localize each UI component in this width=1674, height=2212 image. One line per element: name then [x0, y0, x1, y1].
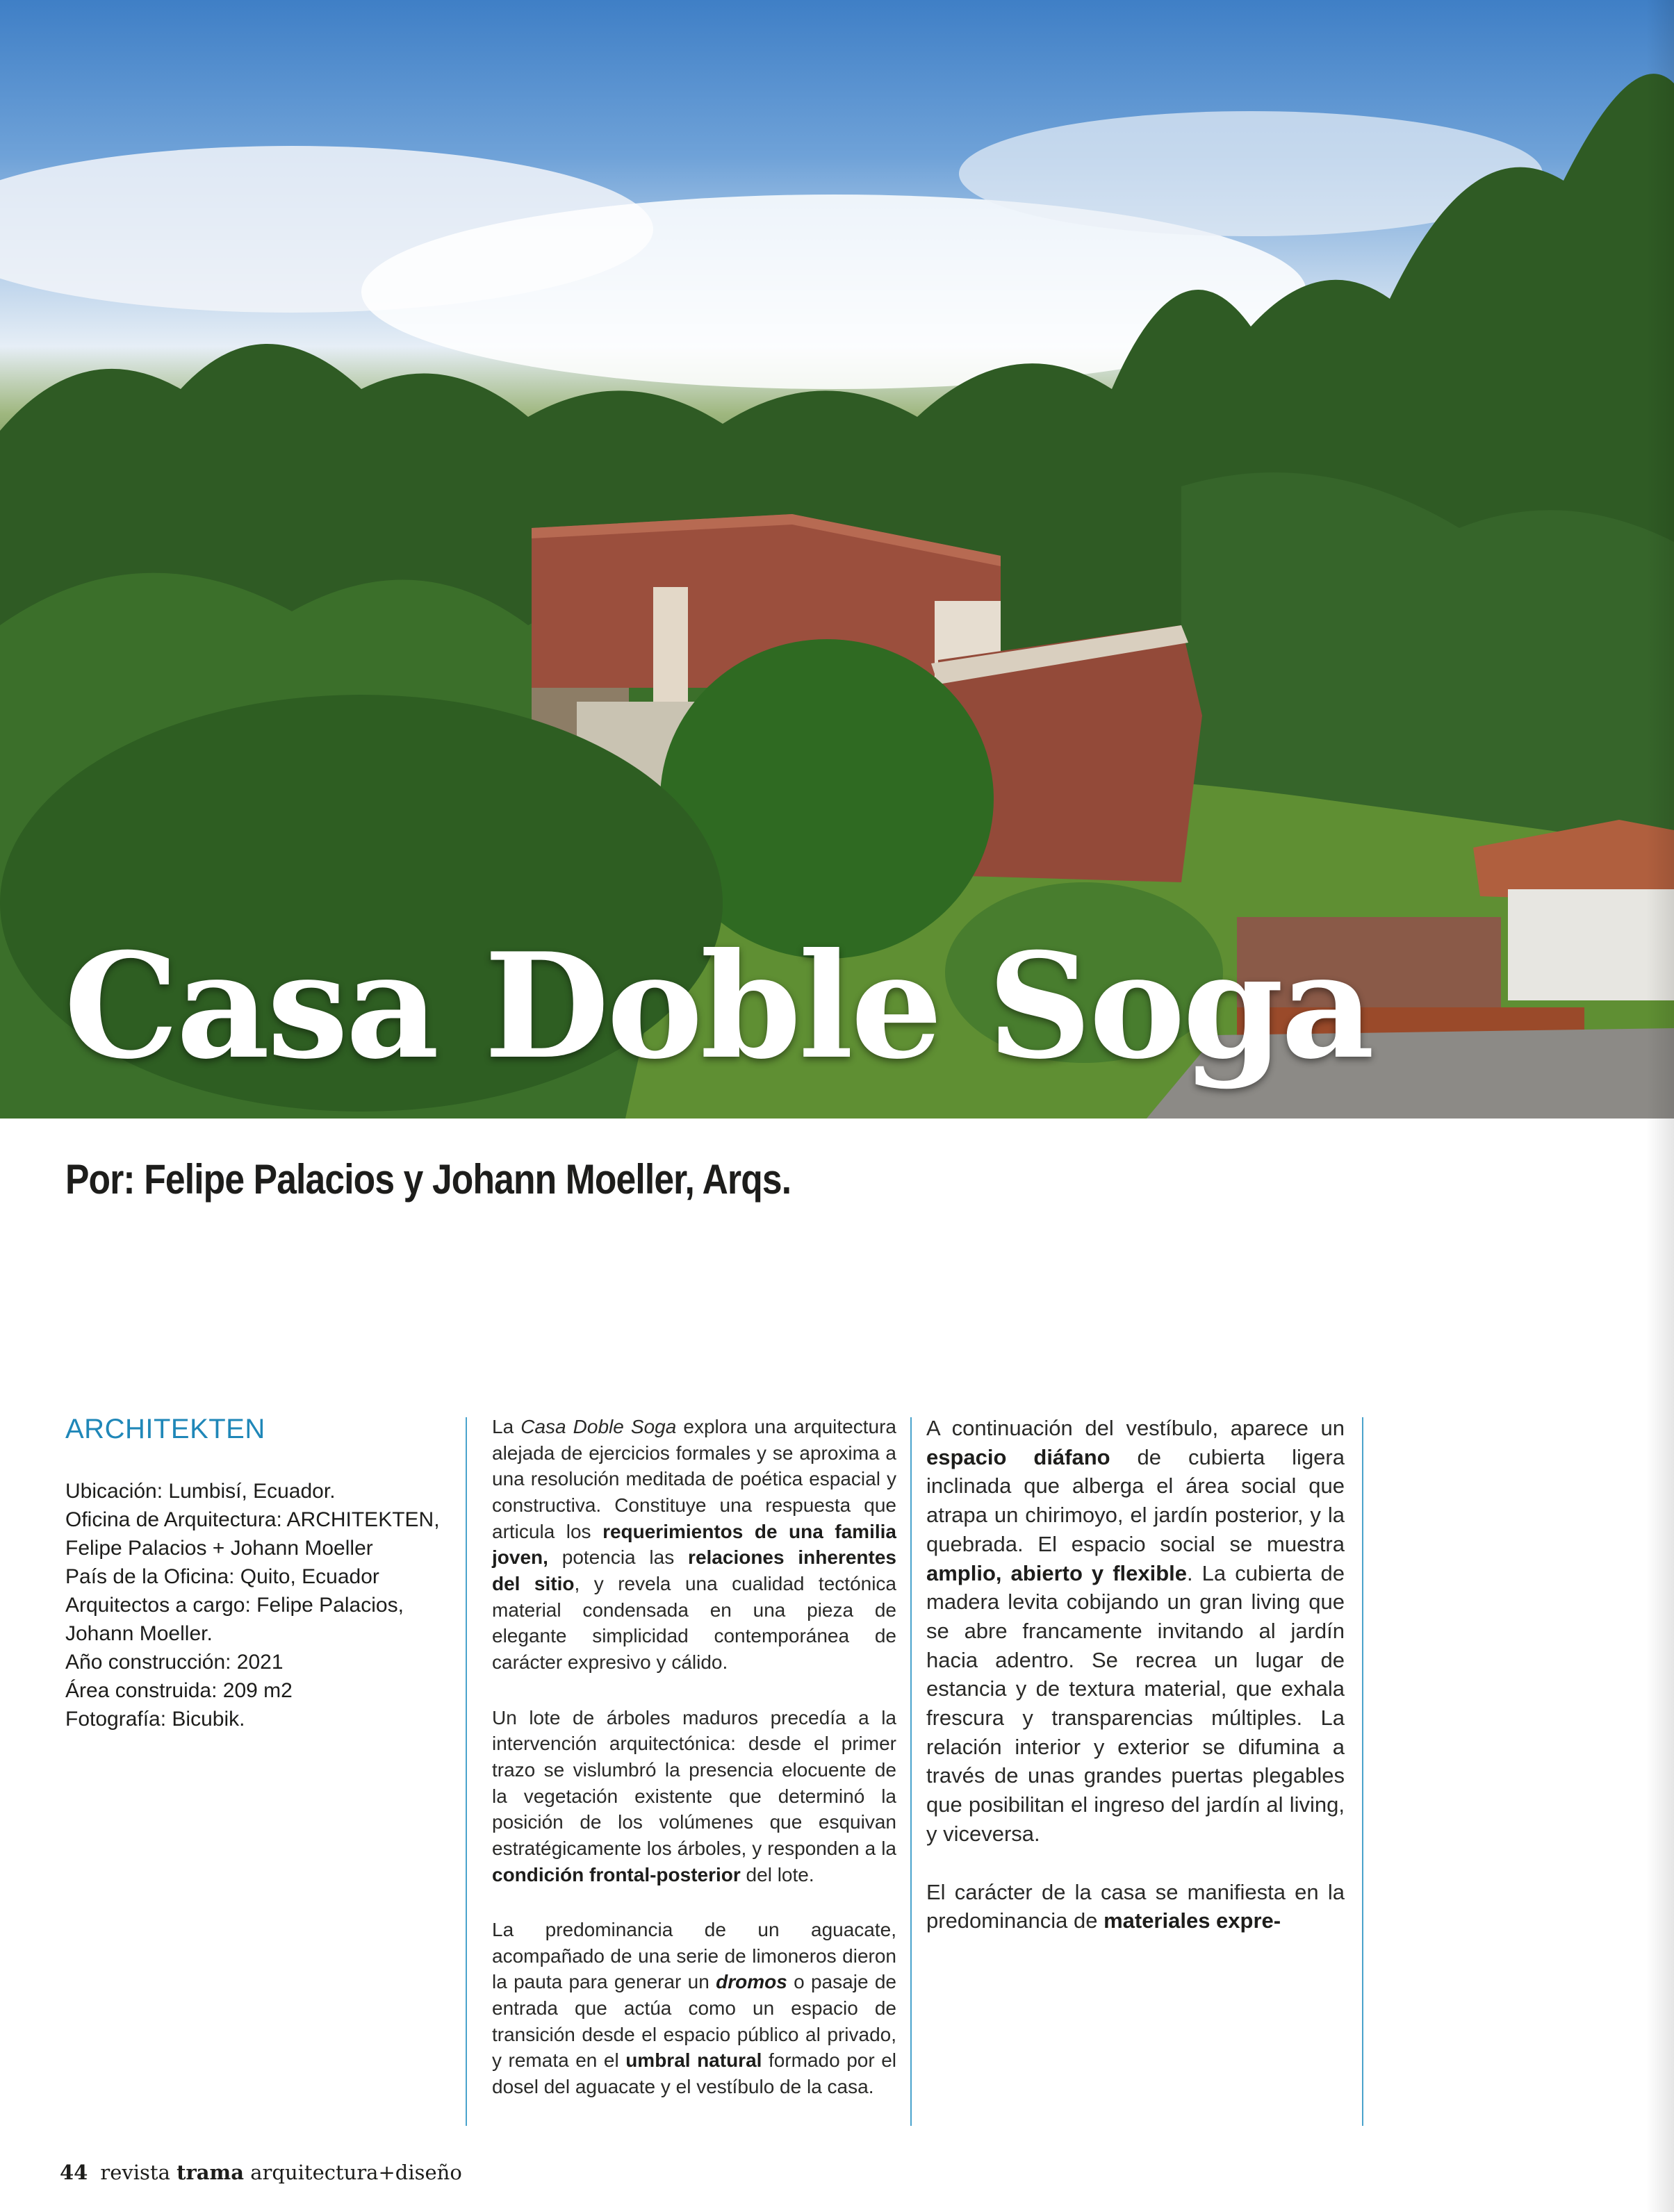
body-column-1: [492, 1414, 896, 2112]
body-paragraph: A continuación del vestíbulo, aparece un espacio diáfano de cubierta ligera inclinada que alberga el área social que atrapa un chirimoyo, el jardín posterior, y la quebrada. El espacio social se muestra amplio, abierto y flexible. La cubierta de madera levita cobijando un gran living que se abre francamente invitando al jardín hacia adentro. Se recrea un lugar de estancia y de textura material, que exhala frescura y transparencias múltiples. La relación interior y exterior se difumina a través de unas grandes puertas plegables que posibilitan el ingreso del jardín al living, y viceversa.: [926, 1416, 1345, 1846]
credit-line: Johann Moeller.: [65, 1622, 213, 1645]
credit-line: Fotografía: Bicubik.: [65, 1708, 245, 1731]
credit-line: Ubicación: Lumbisí, Ecuador.: [65, 1480, 336, 1503]
credits-heading: ARCHITEKTEN: [65, 1414, 265, 1444]
body-paragraph: La Casa Doble Soga explora una arquitectura alejada de ejercicios formales y se aproxima a una resolución meditada de poética espacial y constructiva. Constituye una respuesta que articula los requerimientos de una familia joven, potencia las relaciones inherentes del sitio, y revela una cualidad tectónica material condensada en una pieza de elegante simplicidad contemporánea de carácter expresivo y cálido.: [492, 1416, 897, 1673]
project-credits: [65, 1414, 454, 1733]
credits-list: [65, 1477, 454, 1733]
magazine-label: revista: [100, 2161, 170, 2184]
credit-line: Felipe Palacios + Johann Moeller: [65, 1537, 373, 1560]
body-paragraph: La predominancia de un aguacate, acompañado de una serie de limoneros dieron la pauta para generar un dromos o pasaje de entrada que actúa como un espacio de transición desde el espacio público al privado, y remata en el umbral natural formado por el dosel del aguacate y el vestíbulo de la casa.: [492, 1919, 896, 2098]
body-column-2: [926, 1414, 1345, 2112]
article-title: Casa Doble Soga: [64, 922, 1372, 1091]
credit-line: País de la Oficina: Quito, Ecuador: [65, 1565, 379, 1588]
column-rule: [466, 1417, 467, 2126]
page-footer: [60, 2161, 462, 2184]
author-byline: Por: Felipe Palacios y Johann Moeller, Arqs.: [65, 1156, 791, 1203]
credit-line: Año construcción: 2021: [65, 1651, 284, 1674]
column-rule: [910, 1417, 912, 2126]
magazine-section: arquitectura+diseño: [250, 2161, 462, 2184]
scan-edge-shadow: [1646, 0, 1674, 2212]
body-paragraph: Un lote de árboles maduros precedía a la intervención arquitectónica: desde el primer trazo se vislumbró la presencia elocuente de la vegetación existente que determinó la posición de los volúmenes que esquivan estratégicamente los árboles, y responden a la condición frontal-posterior del lote.: [492, 1706, 896, 1885]
credit-line: Arquitectos a cargo: Felipe Palacios,: [65, 1594, 404, 1617]
page-number: 44: [60, 2161, 88, 2184]
magazine-brand: trama: [177, 2161, 245, 2184]
column-rule: [1362, 1417, 1363, 2126]
credit-line: Oficina de Arquitectura: ARCHITEKTEN,: [65, 1508, 440, 1531]
credit-line: Área construida: 209 m2: [65, 1679, 293, 1702]
body-paragraph: El carácter de la casa se manifiesta en la predominancia de materiales expre-: [926, 1879, 1345, 1933]
